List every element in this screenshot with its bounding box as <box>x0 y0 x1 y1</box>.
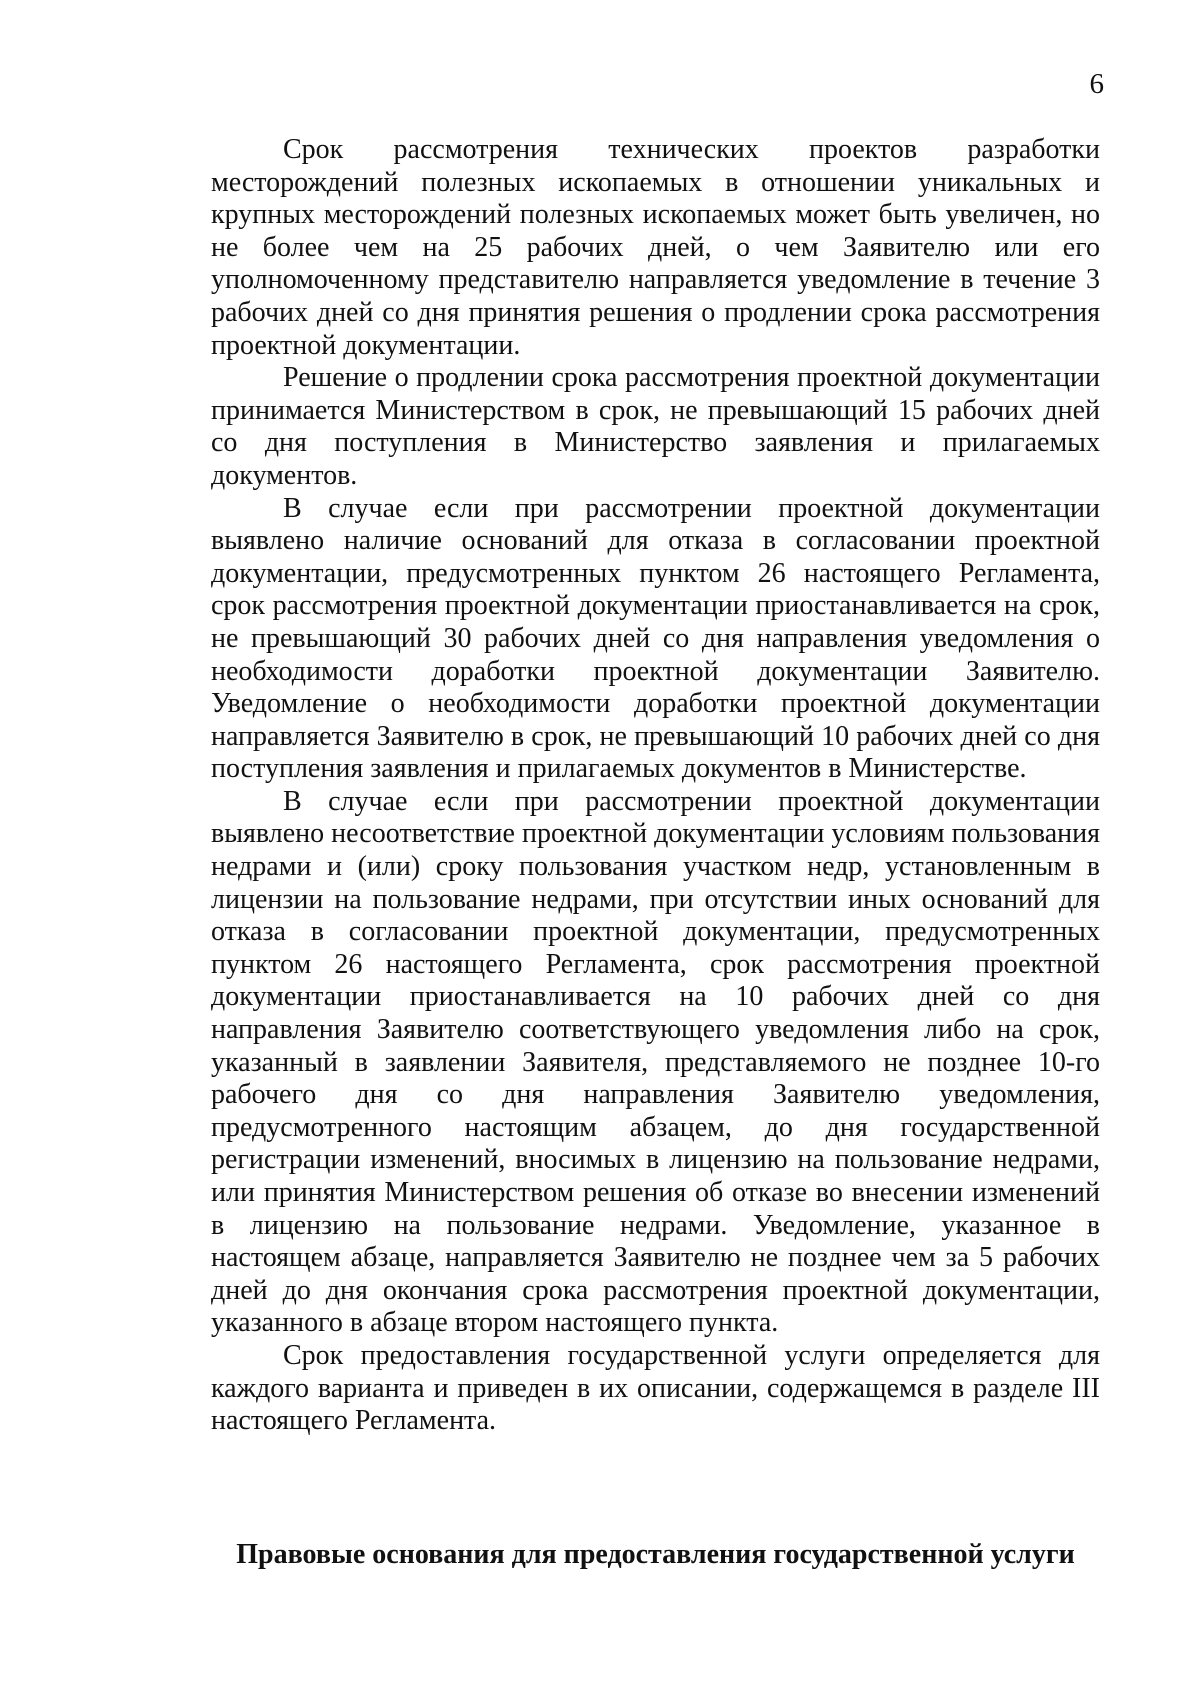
section-heading: Правовые основания для предоставления государственной услуги <box>236 1539 1075 1570</box>
paragraph-suspension-refusal-grounds: В случае если при рассмотрении проектной документации выявлено наличие оснований для отказа в согласовании проектной документации, предусмотренных пунктом 26 настоящего Регламента, срок рассмотрения проектной документации приостанавливается на срок, не превышающий 30 рабочих дней со дня направления уведомления о необходимости доработки проектной документации Заявителю. Уведомление о необходимости доработки проектной документации направляется Заявителю в срок, не превышающий 10 рабочих дней со дня поступления заявления и прилагаемых документов в Министерстве. <box>211 492 1100 785</box>
page-number: 6 <box>1089 68 1104 100</box>
paragraph-suspension-license-mismatch: В случае если при рассмотрении проектной документации выявлено несоответствие проектной документации условиям пользования недрами и (или) сроку пользования участком недр, установленным в лицензии на пользование недрами, при отсутствии иных оснований для отказа в согласовании проектной документации, предусмотренных пунктом 26 настоящего Регламента, срок рассмотрения проектной документации приостанавливается на 10 рабочих дней со дня направления Заявителю соответствующего уведомления либо на срок, указанный в заявлении Заявителя, представляемого не позднее 10-го рабочего дня со дня направления Заявителю уведомления, предусмотренного настоящим абзацем, до дня государственной регистрации изменений, вносимых в лицензию на пользование недрами, или принятия Министерством решения об отказе во внесении изменений в лицензию на пользование недрами. Уведомление, указанное в настоящем абзаце, направляется Заявителю не позднее чем за 5 рабочих дней до дня окончания срока рассмотрения проектной документации, указанного в абзаце втором настоящего пункта. <box>211 785 1100 1339</box>
paragraph-service-term: Срок предоставления государственной услуги определяется для каждого варианта и приведен в их описании, содержащемся в разделе III настоящего Регламента. <box>211 1339 1100 1437</box>
document-body <box>211 134 1100 1438</box>
paragraph-extension-decision: Решение о продлении срока рассмотрения проектной документации принимается Министерством в срок, не превышающий 15 рабочих дней со дня поступления в Министерство заявления и прилагаемых документов. <box>211 362 1100 491</box>
paragraph-review-extension: Срок рассмотрения технических проектов разработки месторождений полезных ископаемых в отношении уникальных и крупных месторождений полезных ископаемых может быть увеличен, но не более чем на 25 рабочих дней, о чем Заявителю или его уполномоченному представителю направляется уведомление в течение 3 рабочих дней со дня принятия решения о продлении срока рассмотрения проектной документации. <box>211 134 1100 361</box>
